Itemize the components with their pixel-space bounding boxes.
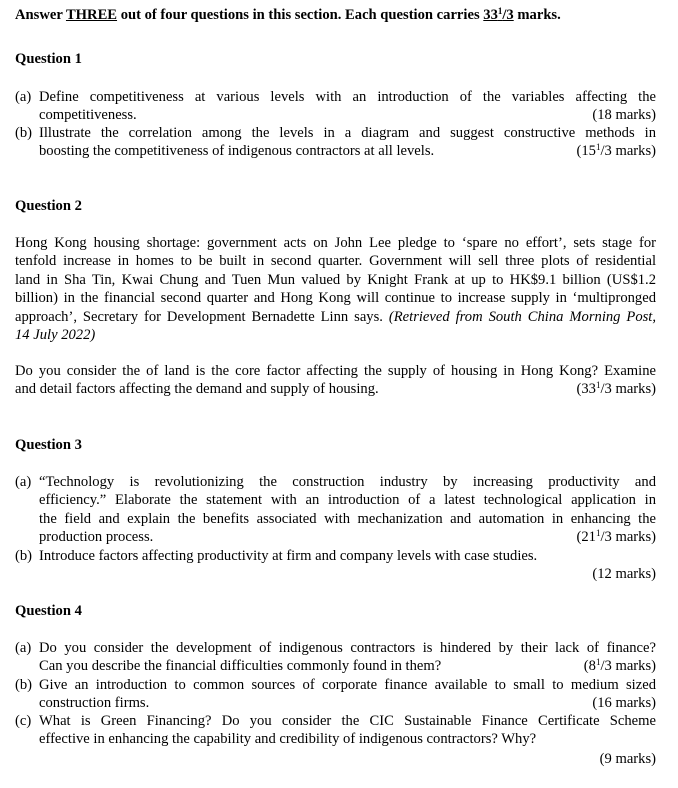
question-4c-marks: (9 marks) <box>599 751 656 767</box>
text-line: billion) in the financial second quarter and Hong Kong will continue to increase supply in ‘multipronged <box>15 290 656 307</box>
part-label: (a) <box>15 89 32 105</box>
text-line: and detail factors affecting the demand and supply of housing. <box>15 381 379 398</box>
question-4b-marks: (16 marks) <box>592 695 656 711</box>
question-2-passage <box>15 234 656 344</box>
question-4-title: Question 4 <box>15 603 82 619</box>
section-instructions: Answer THREE out of four questions in this section. Each question carries $33^1/3$ marks. <box>15 6 561 23</box>
text-line: Define competitiveness at various levels with an introduction of the variables affecting the <box>39 89 656 105</box>
part-label: (a) <box>15 474 32 490</box>
text-line: tenfold increase in homes to be built in second quarter. Government will sell three plots of residential <box>15 253 656 270</box>
part-label: (c) <box>15 713 32 729</box>
question-1-title: Question 1 <box>15 51 82 67</box>
text-line: effective in enhancing the capability and credibility of indigenous contractors? Why? <box>39 731 537 748</box>
question-2-marks: ($33^1/3$ marks) <box>576 380 656 397</box>
text-line: construction firms. <box>39 695 150 712</box>
three-emphasis: THREE <box>65 7 118 23</box>
text-line: Give an introduction to common sources of corporate finance available to small to medium sized <box>39 677 656 693</box>
source-citation: (Retrieved from South China Morning Post, <box>388 308 657 325</box>
question-1b-marks: ($15^1/3$ marks) <box>576 142 656 159</box>
text-line: Illustrate the correlation among the levels in a diagram and suggest constructive methods in <box>39 125 656 141</box>
text-line: efficiency.” Elaborate the statement with an introduction of a latest technological application in <box>39 492 656 509</box>
part-label: (b) <box>15 125 33 141</box>
text-line: production process. <box>39 529 154 546</box>
text-line: Do you consider the development of indigenous contractors is hindered by their lack of finance? <box>39 640 656 656</box>
text-line: land in Sha Tin, Kwai Chung and Tuen Mun valued by Knight Frank at up to HK$9.1 billion (US$1.2 <box>15 271 656 288</box>
source-date: 14 July 2022) <box>15 326 96 343</box>
part-label: (b) <box>15 677 33 693</box>
text-line: Introduce factors affecting productivity at firm and company levels with case studies. <box>39 548 538 564</box>
question-1a-marks: (18 marks) <box>592 107 656 123</box>
text-line: What is Green Financing? Do you consider the CIC Sustainable Finance Certificate Scheme <box>39 713 656 729</box>
part-label: (a) <box>15 640 32 656</box>
question-2-prompt <box>15 362 656 399</box>
question-3-title: Question 3 <box>15 437 82 453</box>
text-line: competitiveness. <box>39 107 137 124</box>
text-line: approach’, Secretary for Development Bernadette Linn says. (Retrieved from South China Morning Post, <box>15 308 657 325</box>
text-line: “Technology is revolutionizing the construction industry by increasing productivity and <box>39 474 656 490</box>
marks-value: $33^1/3$ <box>483 6 514 23</box>
text-line: boosting the competitiveness of indigenous contractors at all levels. <box>39 143 435 160</box>
question-3a-marks: ($21^1/3$ marks) <box>576 528 656 545</box>
part-label: (b) <box>15 548 33 564</box>
text-line: Hong Kong housing shortage: government acts on John Lee pledge to ‘spare no effort’, sets stage for <box>15 235 656 251</box>
question-4a-marks: ($8^1/3$ marks) <box>583 657 656 674</box>
text-line: the field and explain the benefits associated with mechanization and automation in enhancing the <box>39 510 656 527</box>
text-line: Can you describe the financial difficulties commonly found in them? <box>39 658 442 675</box>
question-2-title: Question 2 <box>15 198 82 214</box>
question-3b-marks: (12 marks) <box>592 566 656 582</box>
text-line: Do you consider the of land is the core factor affecting the supply of housing in Hong Kong? Examine <box>15 363 656 379</box>
